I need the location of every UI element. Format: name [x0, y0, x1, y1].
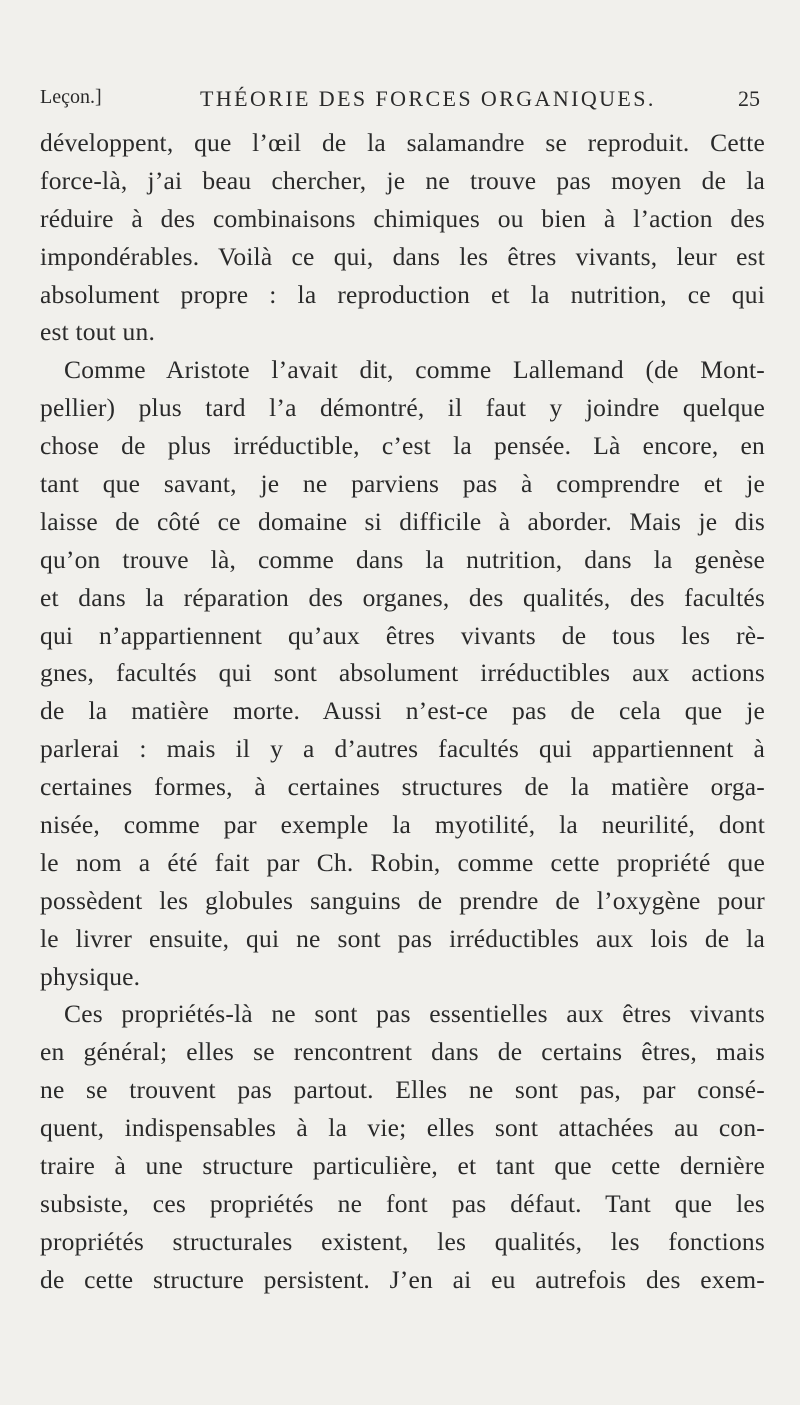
running-title: THÉORIE DES FORCES ORGANIQUES. [200, 86, 656, 111]
text-line: tant que savant, je ne parviens pas à comprendre et je [40, 469, 765, 499]
text-line: possèdent les globules sanguins de prendre de l’oxygène pour [40, 885, 765, 915]
text-line: absolument propre : la reproduction et la nutrition, ce qui [40, 279, 765, 309]
text-line: parlerai : mais il y a d’autres facultés qui appartiennent à [40, 734, 765, 764]
text-line: réduire à des combinaisons chimiques ou bien à l’action des [40, 203, 765, 233]
text-line: qui n’appartiennent qu’aux êtres vivants de tous les rè- [40, 620, 765, 650]
text-line: est tout un. [40, 317, 156, 347]
text-line: impondérables. Voilà ce qui, dans les êtres vivants, leur est [40, 241, 765, 271]
text-line: de la matière morte. Aussi n’est-ce pas de cela que je [40, 696, 765, 726]
text-line: développent, que l’œil de la salamandre se reproduit. Cette [40, 128, 765, 157]
text-line: pellier) plus tard l’a démontré, il faut y joindre quelque [40, 393, 765, 423]
text-line: de cette structure persistent. J’en ai eu autrefois des exem- [40, 1264, 765, 1294]
body-text [40, 124, 765, 1299]
text-line: chose de plus irréductible, c’est la pensée. Là encore, en [40, 431, 765, 461]
text-line: traire à une structure particulière, et tant que cette dernière [40, 1151, 765, 1181]
lecon-label: Leçon.] [40, 86, 102, 108]
text-line: nisée, comme par exemple la myotilité, la neurilité, dont [40, 810, 765, 840]
text-line: qu’on trouve là, comme dans la nutrition, dans la genèse [40, 544, 765, 574]
text-line: quent, indispensables à la vie; elles sont attachées au con- [40, 1113, 765, 1143]
text-line: le nom a été fait par Ch. Robin, comme cette propriété que [40, 847, 765, 877]
text-line: physique. [40, 961, 141, 991]
text-line: subsiste, ces propriétés ne font pas défaut. Tant que les [40, 1188, 765, 1218]
text-line: en général; elles se rencontrent dans de certains êtres, mais [40, 1037, 765, 1067]
text-line: ne se trouvent pas partout. Elles ne sont pas, par consé- [40, 1075, 765, 1105]
text-line: certaines formes, à certaines structures de la matière orga- [40, 772, 765, 802]
text-line: laisse de côté ce domaine si difficile à aborder. Mais je dis [40, 506, 765, 536]
page-number: 25 [738, 86, 760, 111]
text-line: le livrer ensuite, qui ne sont pas irréductibles aux lois de la [40, 923, 765, 953]
text-line: Ces propriétés-là ne sont pas essentielles aux êtres vivants [64, 999, 765, 1029]
text-line: gnes, facultés qui sont absolument irréductibles aux actions [40, 658, 765, 688]
text-line: propriétés structurales existent, les qualités, les fonctions [40, 1226, 765, 1256]
text-line: et dans la réparation des organes, des qualités, des facultés [40, 582, 765, 612]
text-line: force-là, j’ai beau chercher, je ne trouve pas moyen de la [40, 165, 765, 195]
running-head [40, 86, 760, 116]
text-line: Comme Aristote l’avait dit, comme Lallemand (de Mont- [64, 355, 765, 385]
